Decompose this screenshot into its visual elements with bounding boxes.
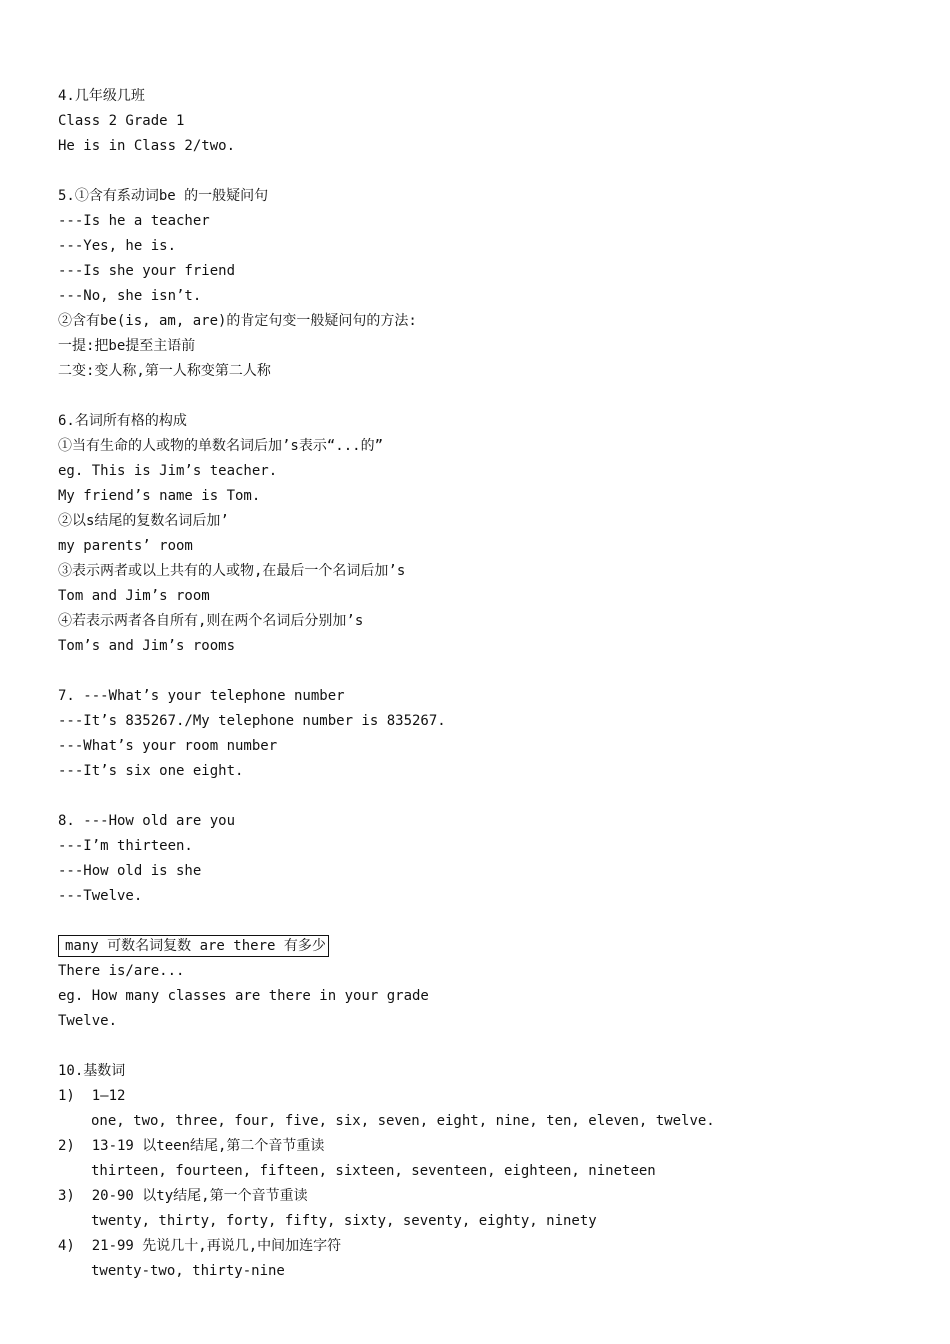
section-10-heading: 10.基数词: [58, 1063, 126, 1079]
boxed-line: [58, 934, 938, 959]
text-line: Twelve.: [58, 1013, 118, 1029]
text-line: ---How old is she: [58, 863, 202, 879]
section-8-heading: 8. ---How old are you: [58, 813, 236, 829]
text-line: eg. This is Jim’s teacher.: [58, 463, 278, 479]
text-line: Class 2 Grade 1: [58, 113, 185, 129]
text-line: Tom’s and Jim’s rooms: [58, 638, 236, 654]
text-line: Tom and Jim’s room: [58, 588, 210, 604]
text-line: He is in Class 2/two.: [58, 138, 236, 154]
text-line: ①当有生命的人或物的单数名词后加’s表示“...的”: [58, 438, 383, 454]
list-item-label: 2) 13-19 以teen结尾,第二个音节重读: [58, 1138, 325, 1154]
text-line: ---Is he a teacher: [58, 213, 210, 229]
boxed-note: many 可数名词复数 are there 有多少: [58, 935, 329, 957]
text-line: my parents’ room: [58, 538, 193, 554]
text-line: ②含有be(is, am, are)的肯定句变一般疑问句的方法:: [58, 313, 417, 329]
section-6-heading: 6.名词所有格的构成: [58, 413, 187, 429]
text-line: ④若表示两者各自所有,则在两个名词后分别加’s: [58, 613, 364, 629]
document-page: [58, 84, 938, 1284]
spacer: [58, 384, 938, 409]
text-line: ---I’m thirteen.: [58, 838, 193, 854]
text-line: There is/are...: [58, 963, 185, 979]
section-5-heading: 5.①含有系动词be 的一般疑问句: [58, 188, 269, 204]
text-line: 一提:把be提至主语前: [58, 338, 196, 354]
list-item-text: twenty, thirty, forty, fifty, sixty, seventy, eighty, ninety: [91, 1213, 597, 1229]
spacer: [58, 659, 938, 684]
section-4-heading: 4.几年级几班: [58, 88, 145, 104]
text-line: eg. How many classes are there in your grade: [58, 988, 429, 1004]
text-line: ③表示两者或以上共有的人或物,在最后一个名词后加’s: [58, 563, 406, 579]
list-item-label: 3) 20-90 以ty结尾,第一个音节重读: [58, 1188, 308, 1204]
list-item-text: twenty-two, thirty-nine: [91, 1263, 285, 1279]
list-item-text: thirteen, fourteen, fifteen, sixteen, seventeen, eighteen, nineteen: [91, 1163, 656, 1179]
text-line: 二变:变人称,第一人称变第二人称: [58, 363, 271, 379]
text-line: ---It’s six one eight.: [58, 763, 244, 779]
text-line: ②以s结尾的复数名词后加’: [58, 513, 229, 529]
list-item-label: 4) 21-99 先说几十,再说几,中间加连字符: [58, 1238, 342, 1254]
section-7-heading: 7. ---What’s your telephone number: [58, 688, 345, 704]
spacer: [58, 909, 938, 934]
spacer: [58, 159, 938, 184]
text-line: My friend’s name is Tom.: [58, 488, 261, 504]
list-item-text: one, two, three, four, five, six, seven, eight, nine, ten, eleven, twelve.: [91, 1113, 715, 1129]
text-line: ---Is she your friend: [58, 263, 236, 279]
spacer: [58, 784, 938, 809]
spacer: [58, 1034, 938, 1059]
text-line: ---What’s your room number: [58, 738, 278, 754]
text-line: ---It’s 835267./My telephone number is 835267.: [58, 713, 446, 729]
list-item-label: 1) 1—12: [58, 1088, 126, 1104]
text-line: ---Yes, he is.: [58, 238, 177, 254]
text-line: ---Twelve.: [58, 888, 143, 904]
text-line: ---No, she isn’t.: [58, 288, 202, 304]
